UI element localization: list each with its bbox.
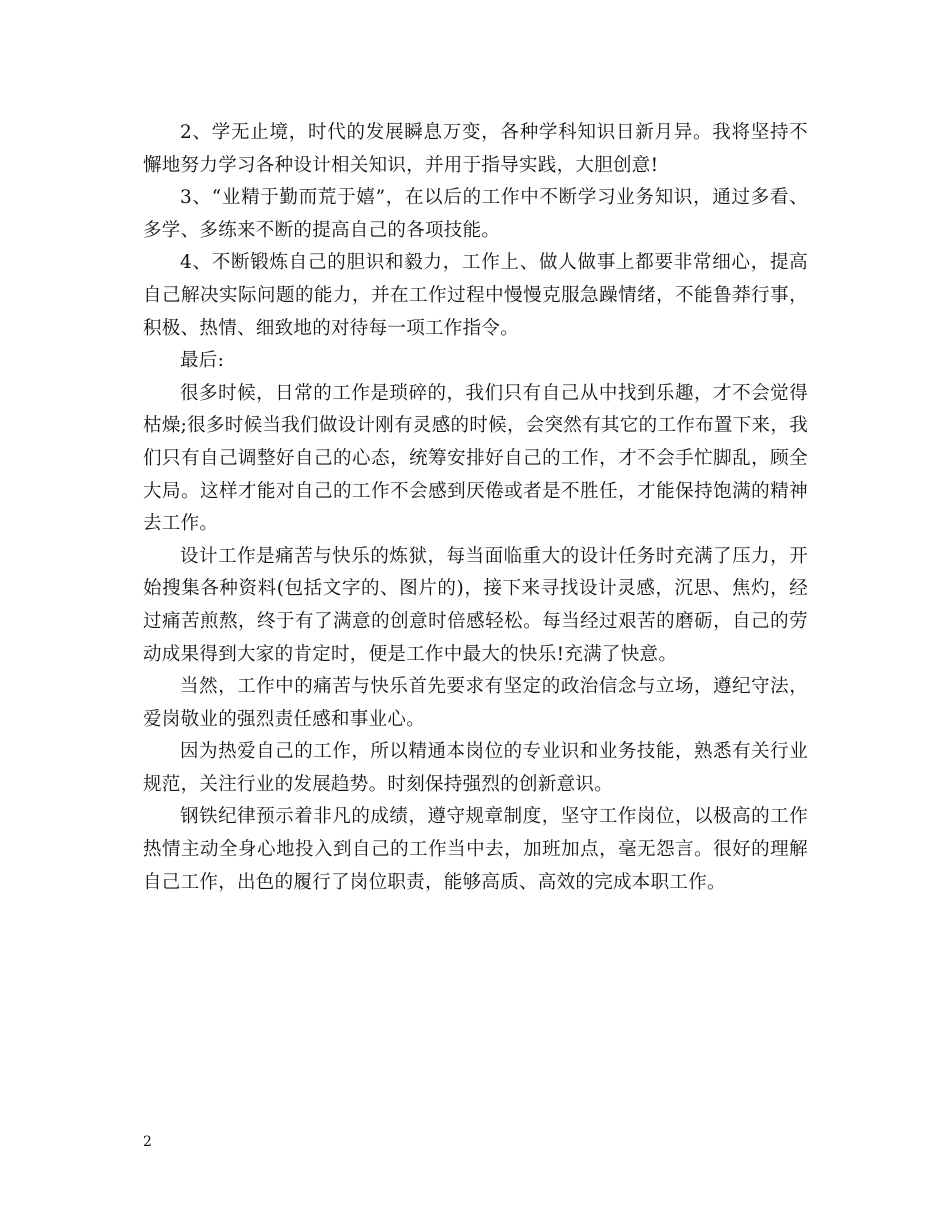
paragraph-discipline: 钢铁纪律预示着非凡的成绩，遵守规章制度，坚守工作岗位，以极高的工作热情主动全身心地投入到自己的工作当中去，加班加点，毫无怨言。很好的理解自己工作，出色的履行了岗位职责，能够高质、高效的完成本职工作。 (143, 806, 808, 893)
paragraph-finally-heading: 最后: (180, 350, 225, 372)
paragraph-love-of-work: 因为热爱自己的工作，所以精通本岗位的专业识和业务技能，熟悉有关行业规范，关注行业的发展趋势。时刻保持强烈的创新意识。 (143, 741, 808, 795)
paragraph-point-2: 2、学无止境，时代的发展瞬息万变，各种学科知识日新月异。我将坚持不懈地努力学习各种设计相关知识，并用于指导实践，大胆创意! (143, 122, 808, 176)
paragraph-point-4: 4、不断锻炼自己的胆识和毅力，工作上、做人做事上都要非常细心，提高自己解决实际问题的能力，并在工作过程中慢慢克服急躁情绪，不能鲁莽行事，积极、热情、细致地的对待每一项工作指令。 (143, 252, 808, 339)
paragraph-daily-work: 很多时候，日常的工作是琐碎的，我们只有自己从中找到乐趣，才不会觉得枯燥;很多时候当我们做设计刚有灵感的时候，会突然有其它的工作布置下来，我们只有自己调整好自己的心态，统筹安排好自己的工作，才不会手忙脚乱，顾全大局。这样才能对自己的工作不会感到厌倦或者是不胜任，才能保持饱满的精神去工作。 (143, 382, 808, 535)
paragraph-design-work: 设计工作是痛苦与快乐的炼狱，每当面临重大的设计任务时充满了压力，开始搜集各种资料(包括文字的、图片的)，接下来寻找设计灵感，沉思、焦灼，经过痛苦煎熬，终于有了满意的创意时倍感轻松。每当经过艰苦的磨砺，自己的劳动成果得到大家的肯定时，便是工作中最大的快乐!充满了快意。 (143, 545, 808, 665)
document-body (143, 117, 808, 899)
paragraph-point-3: 3、“业精于勤而荒于嬉”，在以后的工作中不断学习业务知识，通过多看、多学、多练来不断的提高自己的各项技能。 (143, 187, 808, 241)
page-number: 2 (143, 1134, 152, 1150)
paragraph-political-belief: 当然，工作中的痛苦与快乐首先要求有坚定的政治信念与立场，遵纪守法，爱岗敬业的强烈责任感和事业心。 (143, 676, 808, 730)
